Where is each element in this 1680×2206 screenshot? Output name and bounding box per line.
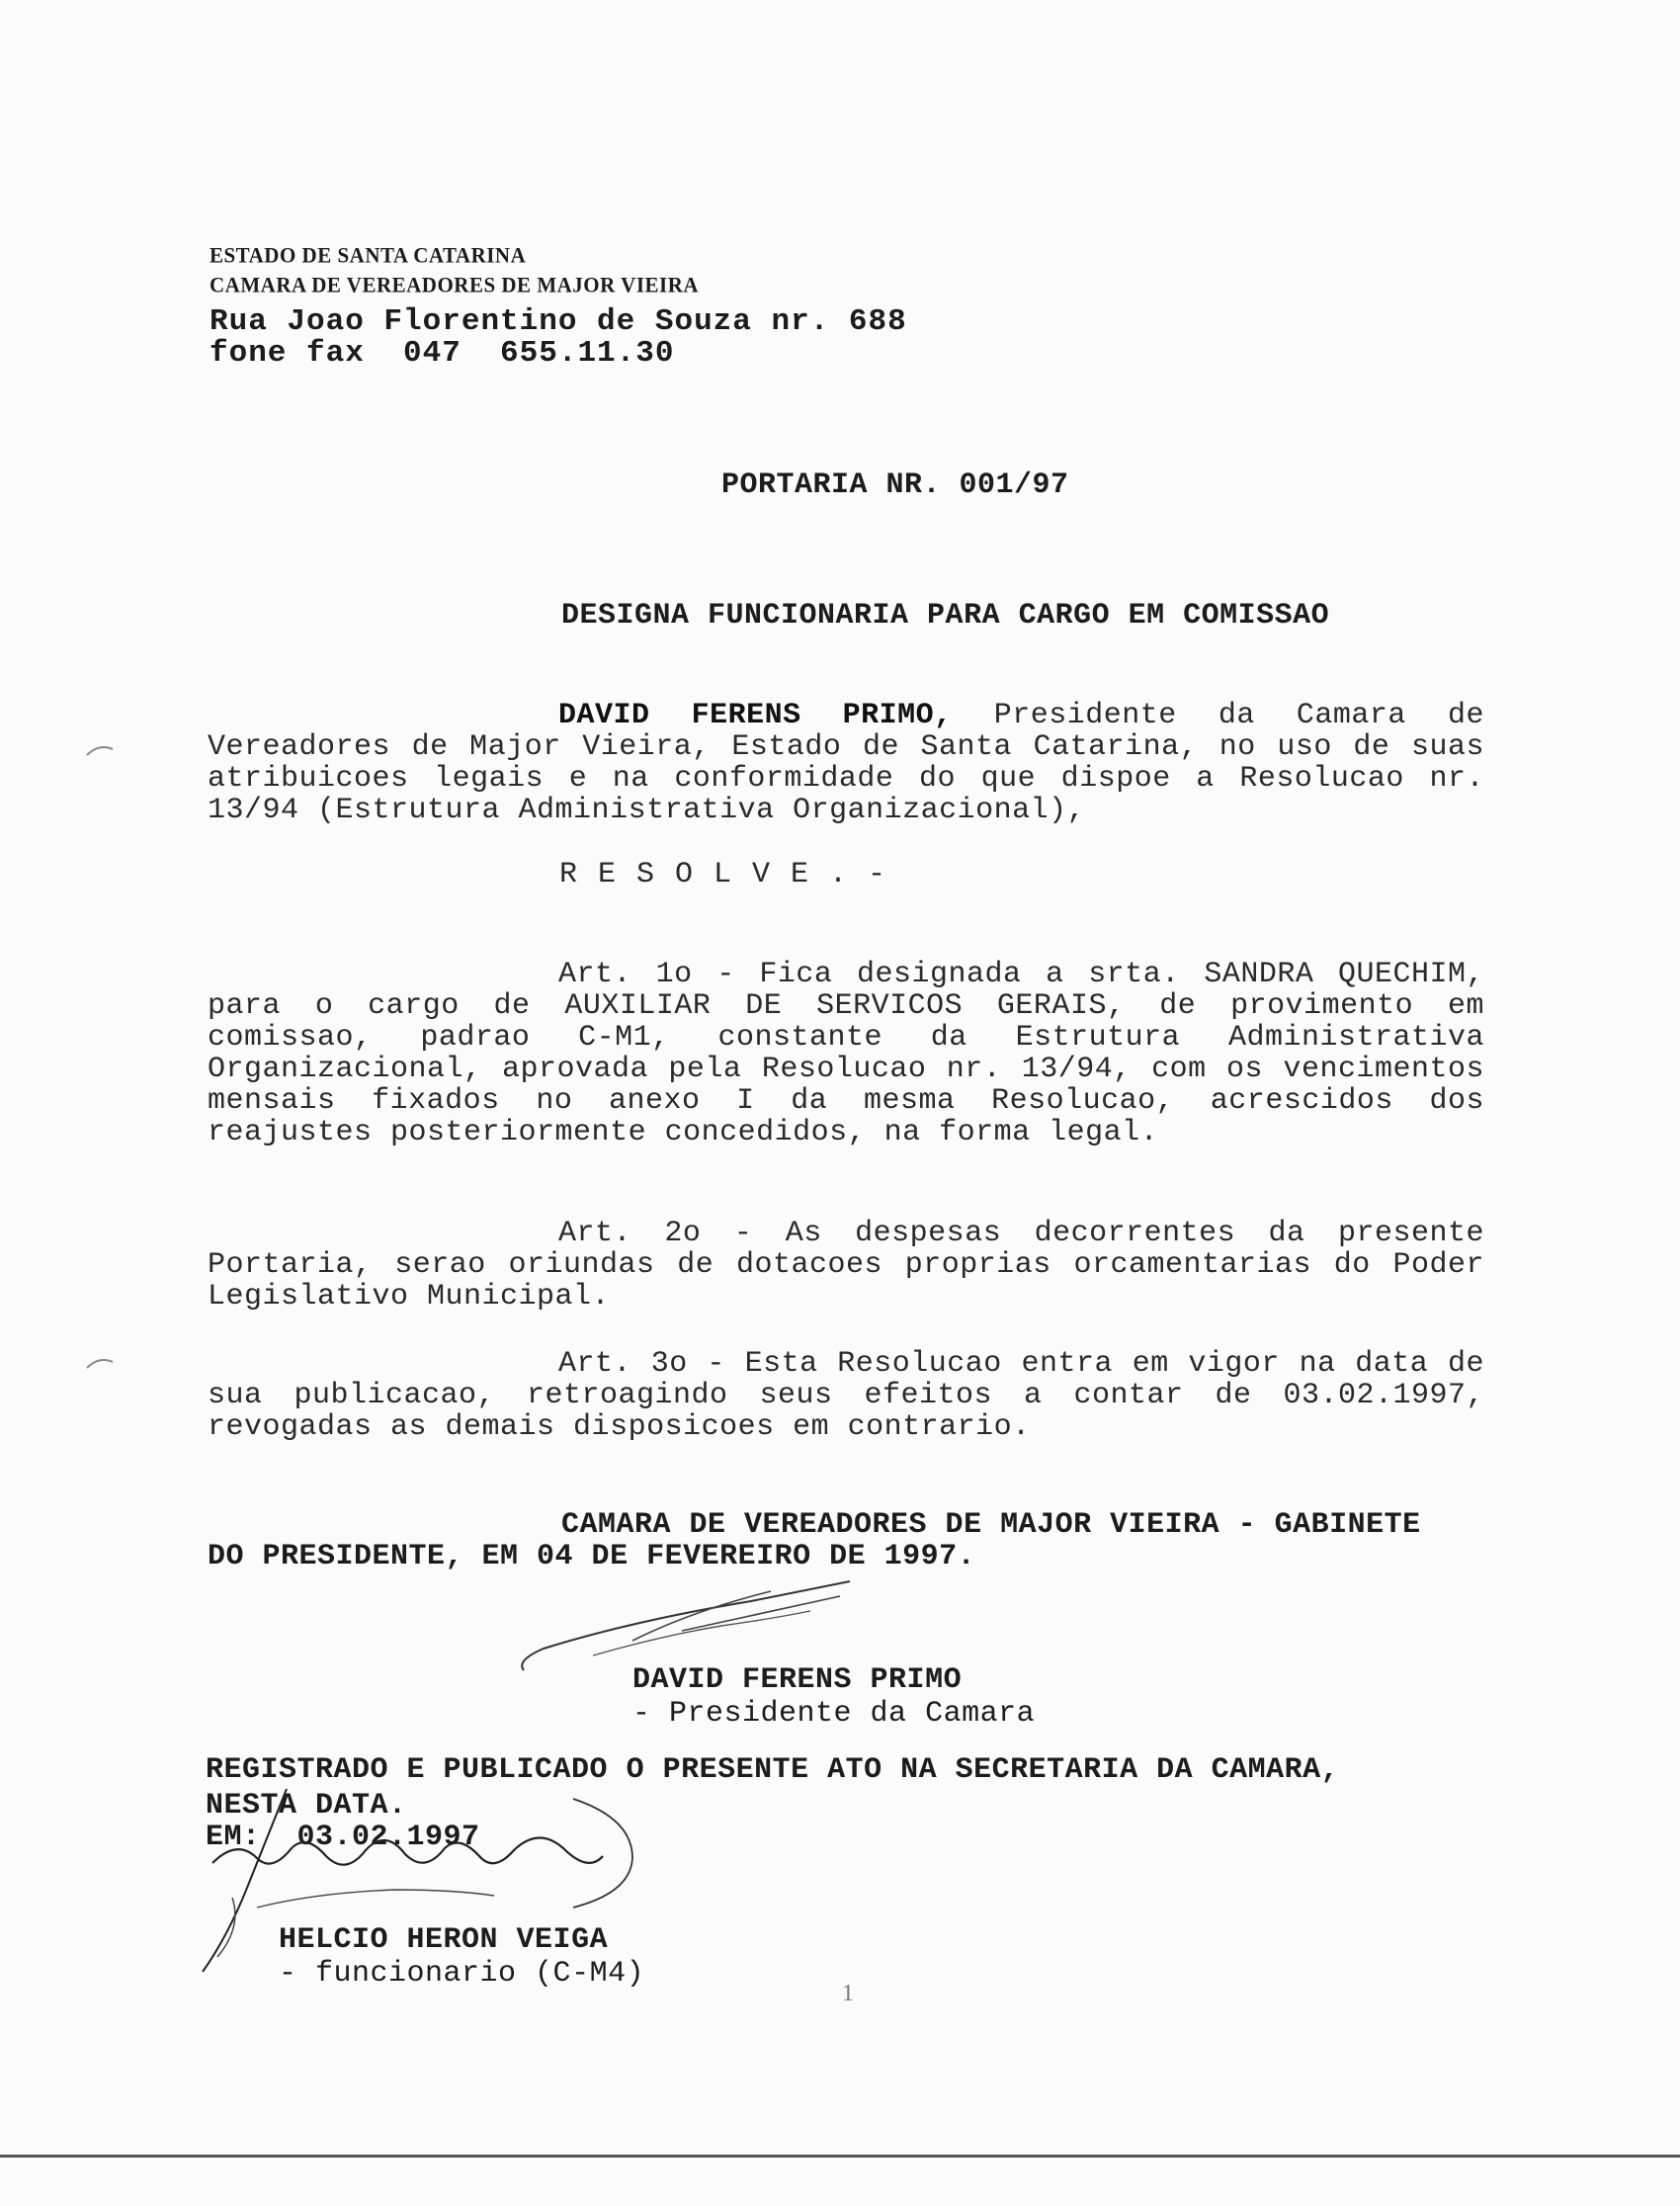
closing-line-2: DO PRESIDENTE, EM 04 DE FEVEREIRO DE 1997. (208, 1540, 976, 1573)
article-3-text: Art. 3o - Esta Resolucao entra em vigor na data de sua publicacao, retroagindo seus efeitos a contar de 03.02.1997, revogadas as demais disposicoes em contrario. (208, 1347, 1484, 1444)
resolve-heading: RESOLVE.- (559, 858, 907, 891)
article-3 (208, 1348, 1484, 1443)
article-2-text: Art. 2o - As despesas decorrentes da presente Portaria, serao oriundas de dotacoes proprias orcamentarias do Poder Legislativo Municipal. (208, 1217, 1484, 1314)
official-role: - funcionario (C-M4) (279, 1957, 645, 1991)
president-role: - Presidente da Camara (632, 1697, 1036, 1731)
header-address: Rua Joao Florentino de Souza nr. 688 (210, 304, 907, 339)
header-chamber: CAMARA DE VEREADORES DE MAJOR VIEIRA (210, 272, 700, 297)
official-signature (198, 1779, 652, 1977)
closing-line-1: CAMARA DE VEREADORES DE MAJOR VIEIRA - GABINETE (561, 1508, 1421, 1542)
bottom-edge-rule (0, 2155, 1680, 2158)
document-subject: DESIGNA FUNCIONARIA PARA CARGO EM COMISSAO (561, 599, 1330, 633)
intro-text: Presidente da Camara de Vereadores de Major Vieira, Estado de Santa Catarina, no uso de suas atribuicoes legais e na conformidade do que dispoe a Resolucao nr. 13/94 (Estrutura Administrativa Organizacional), (208, 699, 1484, 827)
punch-mark-top (85, 743, 115, 757)
registration-date: EM: 03.02.1997 (206, 1821, 480, 1854)
header-state: ESTADO DE SANTA CATARINA (210, 242, 527, 268)
registration-line-2: NESTA DATA. (206, 1789, 407, 1823)
punch-mark-bottom (85, 1356, 115, 1370)
article-1-text: Art. 1o - Fica designada a srta. SANDRA QUECHIM, para o cargo de AUXILIAR DE SERVICOS GERAIS, de provimento em comissao, padrao C-M1, constante da Estrutura Administrativa Organizacional, aprovada pela Resolucao nr. 13/94, com os vencimentos mensais fixados no anexo I da mesma Resolucao, acrescidos dos reajustes posteriormente concedidos, na forma legal. (208, 958, 1484, 1149)
intro-name: DAVID FERENS PRIMO, (558, 699, 953, 732)
article-2 (208, 1218, 1484, 1313)
page-number: 1 (842, 1981, 854, 2006)
president-name: DAVID FERENS PRIMO (632, 1663, 963, 1697)
official-name: HELCIO HERON VEIGA (279, 1923, 609, 1957)
registration-text: REGISTRADO E PUBLICADO O PRESENTE ATO NA SECRETARIA DA CAMARA, (206, 1753, 1340, 1787)
document-title: PORTARIA NR. 001/97 (721, 468, 1069, 502)
intro-paragraph (208, 700, 1484, 826)
article-1 (208, 959, 1484, 1148)
header-phone: fone fax 047 655.11.30 (210, 336, 675, 371)
president-signature-line (559, 1630, 1035, 1764)
